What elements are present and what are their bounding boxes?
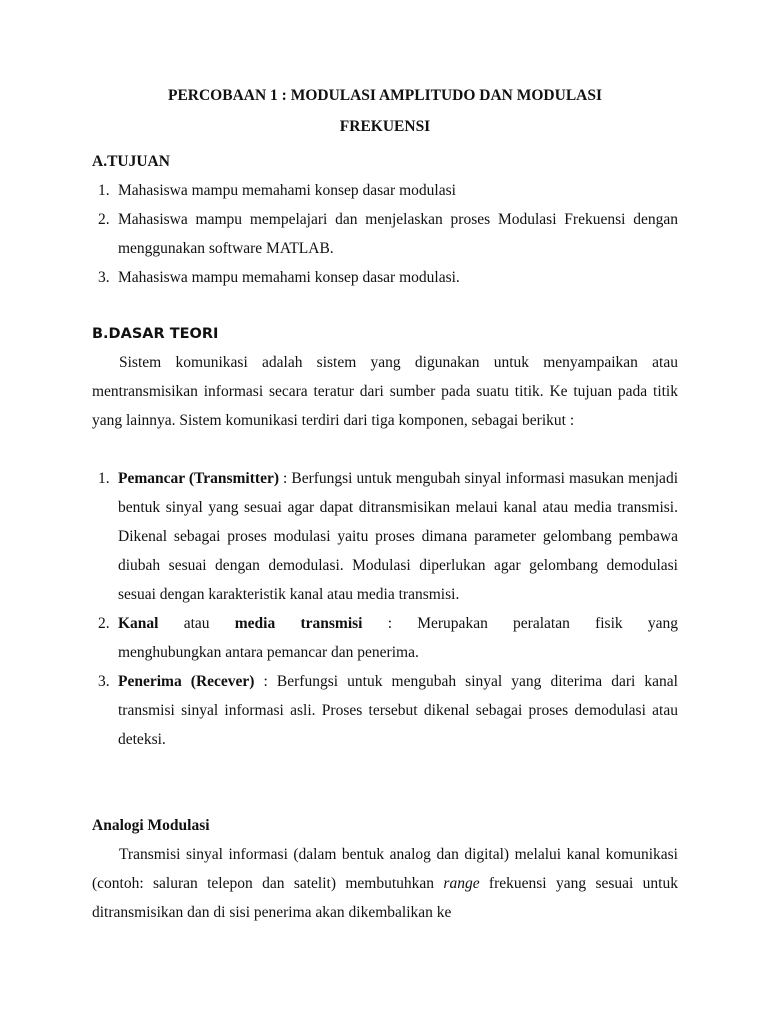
tujuan-list xyxy=(92,176,678,292)
list-item-text: atau xyxy=(158,615,235,632)
list-item xyxy=(92,205,678,263)
list-item-text: : Merupakan peralatan fisik yang xyxy=(362,615,678,632)
analogi-text: Transmisi sinyal informasi (dalam bentuk analog dan digital) melalui kanal komunikasi (contoh: saluran telepon dan satelit) membutuhkan xyxy=(92,846,678,892)
heading-tujuan: A.TUJUAN xyxy=(92,153,170,170)
page-title xyxy=(92,80,678,142)
title-line-1: PERCOBAAN 1 : MODULASI AMPLITUDO DAN MODULASI xyxy=(167,87,602,104)
term-pemancar: Pemancar (Transmitter) xyxy=(118,470,279,487)
list-item xyxy=(92,464,678,609)
list-number: 1. xyxy=(98,470,110,487)
term-media-transmisi: media transmisi xyxy=(234,615,363,632)
list-item-line-1 xyxy=(118,609,678,638)
list-item-text: : Berfungsi untuk mengubah sinyal informasi masukan menjadi bentuk sinyal yang sesuai agar dapat ditransmisikan melaui kanal atau media transmisi. Dikenal sebagai proses modulasi yaitu proses dimana parameter gelombang pembawa diubah sesuai dengan demodulasi. Modulasi diperlukan agar gelombang demodulasi sesuai dengan karakteristik kanal atau media transmisi. xyxy=(118,470,678,603)
komponen-list xyxy=(92,464,678,754)
title-line-2: FREKUENSI xyxy=(339,118,431,135)
list-item xyxy=(92,609,678,667)
heading-dasar-teori: B.DASAR TEORI xyxy=(92,326,219,342)
list-item xyxy=(92,263,678,292)
list-number: 3. xyxy=(98,673,110,690)
list-number: 1. xyxy=(98,182,110,199)
analogi-text: frekuensi yang sesuai untuk ditransmisikan dan di sisi penerima akan dikembalikan ke xyxy=(92,875,678,921)
list-item-text: Mahasiswa mampu memahami konsep dasar modulasi xyxy=(118,182,456,199)
list-number: 2. xyxy=(98,615,110,632)
analogi-paragraph xyxy=(92,840,678,927)
list-item xyxy=(92,667,678,754)
heading-analogi-modulasi: Analogi Modulasi xyxy=(92,817,210,834)
dasar-teori-intro: Sistem komunikasi adalah sistem yang digunakan untuk menyampaikan atau mentransmisikan informasi secara teratur dari sumber pada suatu titik. Ke tujuan pada titik yang lainnya. Sistem komunikasi terdiri dari tiga komponen, sebagai berikut : xyxy=(92,354,678,429)
list-item-text: Mahasiswa mampu mempelajari dan menjelaskan proses Modulasi Frekuensi dengan menggunakan software MATLAB. xyxy=(118,211,678,257)
term-penerima: Penerima (Recever) xyxy=(118,673,255,690)
list-item xyxy=(92,176,678,205)
list-item-line-2: menghubungkan antara pemancar dan penerima. xyxy=(118,644,419,661)
list-item-text: : Berfungsi untuk mengubah sinyal yang diterima dari kanal transmisi sinyal informasi asli. Proses tersebut dikenal sebagai proses demodulasi atau deteksi. xyxy=(118,673,678,748)
list-item-text: Mahasiswa mampu memahami konsep dasar modulasi. xyxy=(118,269,460,286)
list-number: 3. xyxy=(98,269,110,286)
list-number: 2. xyxy=(98,211,110,228)
analogi-italic-term: range xyxy=(443,875,480,892)
term-kanal: Kanal xyxy=(118,615,159,632)
